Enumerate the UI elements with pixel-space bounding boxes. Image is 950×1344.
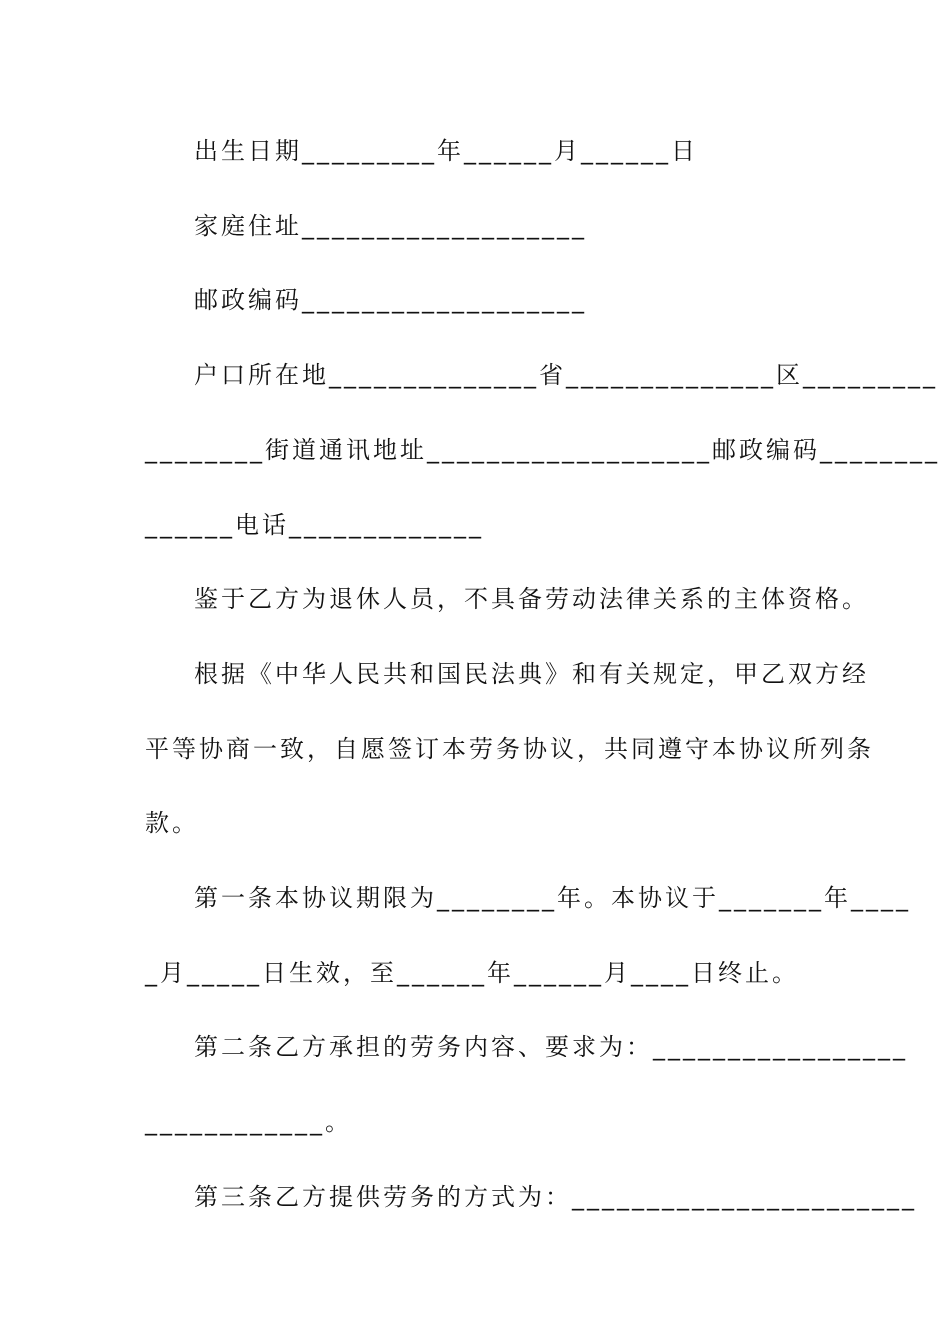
street-address-line: ________街道通讯地址___________________邮政编码________: [145, 436, 940, 464]
household-registration-line: 户口所在地______________省______________区_________: [194, 361, 938, 389]
article-3-line-1: 第三条乙方提供劳务的方式为：_______________________: [194, 1183, 917, 1211]
article-1-line-1: 第一条本协议期限为________年。本协议于_______年____: [194, 884, 911, 912]
phone-line: ______电话_____________: [145, 511, 484, 539]
home-address-line: 家庭住址___________________: [194, 212, 587, 240]
legal-basis-paragraph-line-1: 根据《中华人民共和国民法典》和有关规定，甲乙双方经: [194, 660, 869, 688]
legal-basis-paragraph-line-2: 平等协商一致，自愿签订本劳务协议，共同遵守本协议所列条: [145, 735, 874, 763]
article-2-line-1: 第二条乙方承担的劳务内容、要求为：_________________: [194, 1033, 908, 1061]
legal-basis-paragraph-line-3: 款。: [145, 809, 199, 837]
article-2-line-2: ____________。: [145, 1108, 352, 1136]
postal-code-line: 邮政编码___________________: [194, 286, 587, 314]
article-1-line-2: _月_____日生效，至______年______月____日终止。: [145, 959, 799, 987]
birth-date-line: 出生日期_________年______月______日: [194, 137, 698, 165]
retiree-statement: 鉴于乙方为退休人员，不具备劳动法律关系的主体资格。: [194, 585, 869, 613]
